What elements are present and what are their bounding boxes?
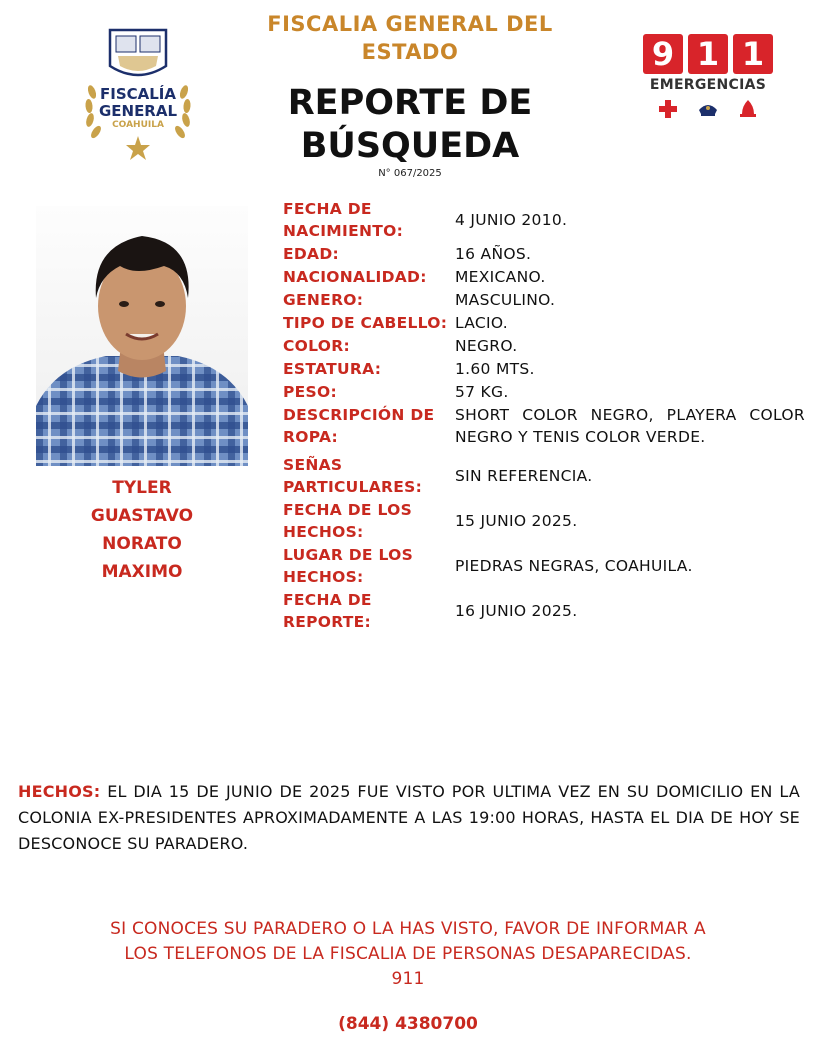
emergencias-label: EMERGENCIAS (649, 77, 767, 93)
fiscalia-coahuila-logo (78, 22, 198, 162)
cta-line-2: LOS TELEFONOS DE LA FISCALIA DE PERSONAS DESAPARECIDAS. (124, 944, 692, 964)
field-label: LUGAR DE LOS HECHOS: (283, 546, 414, 586)
field-row (283, 289, 805, 311)
field-row (283, 312, 805, 334)
field-label: FECHA DE NACIMIENTO: (283, 200, 404, 240)
field-label: SEÑAS PARTICULARES: (283, 456, 423, 496)
field-label: GENERO: (283, 291, 364, 309)
field-row (283, 544, 805, 588)
field-value: MEXICANO. (455, 268, 546, 286)
cta-line-1: SI CONOCES SU PARADERO O LA HAS VISTO, FAVOR DE INFORMAR A (110, 919, 706, 939)
hechos-paragraph (18, 779, 800, 857)
field-value: PIEDRAS NEGRAS, COAHUILA. (455, 557, 693, 575)
missing-person-photo (36, 206, 248, 466)
field-value: SIN REFERENCIA. (455, 467, 593, 485)
field-value: NEGRO. (455, 337, 518, 355)
medical-cross-icon (657, 98, 679, 120)
field-row (283, 335, 805, 357)
field-value: MASCULINO. (455, 291, 556, 309)
field-label: TIPO DE CABELLO: (283, 314, 448, 332)
field-value: 57 KG. (455, 383, 509, 401)
person-name (36, 474, 248, 586)
report-title (240, 82, 580, 168)
field-value: 16 JUNIO 2025. (455, 602, 578, 620)
name-line: MAXIMO (101, 562, 183, 582)
field-label: PESO: (283, 383, 337, 401)
field-row (283, 499, 805, 543)
field-label: COLOR: (283, 337, 350, 355)
field-label: DESCRIPCIÓN DE ROPA: (283, 406, 435, 446)
field-label: FECHA DE REPORTE: (283, 591, 372, 631)
field-value: 4 JUNIO 2010. (455, 211, 568, 229)
field-row (283, 589, 805, 633)
field-row (283, 404, 805, 448)
agency-line-2: ESTADO (361, 40, 459, 64)
name-line: GUASTAVO (90, 506, 194, 526)
person-details (283, 198, 805, 634)
name-line: TYLER (112, 478, 172, 498)
field-value: 16 AÑOS. (455, 245, 532, 263)
field-label: ESTATURA: (283, 360, 382, 378)
hechos-text: EL DIA 15 DE JUNIO DE 2025 FUE VISTO POR ULTIMA VEZ EN SU DOMICILIO EN LA COLONIA EX-PRESIDENTES APROXIMADAMENTE A LAS 19:00 HORAS, HASTA EL DIA DE HOY SE DESCONOCE SU PARADERO. (18, 782, 800, 853)
field-row (283, 243, 805, 265)
digit-9: 9 (643, 34, 683, 74)
logo-line-general: GENERAL (98, 102, 178, 120)
field-row (283, 198, 805, 242)
police-cap-icon (697, 98, 719, 120)
field-value: LACIO. (455, 314, 509, 332)
field-row (283, 381, 805, 403)
logo-line-fiscalia: FISCALÍA (100, 85, 176, 103)
emergencias-911-logo (640, 34, 776, 134)
field-row (283, 358, 805, 380)
field-label: EDAD: (283, 245, 340, 263)
digit-1a: 1 (688, 34, 728, 74)
field-row (283, 454, 805, 498)
call-to-action (20, 917, 796, 992)
cta-line-911: 911 (391, 969, 425, 989)
agency-line-1: FISCALIA GENERAL DEL (267, 12, 553, 36)
contact-phone: (844) 4380700 (338, 1014, 478, 1034)
field-value: 1.60 MTS. (455, 360, 535, 378)
agency-name (240, 10, 580, 66)
logo-line-coahuila: COAHUILA (112, 120, 164, 130)
hechos-label: HECHOS: (18, 782, 101, 801)
fire-bell-icon (737, 98, 759, 120)
field-value: 15 JUNIO 2025. (455, 512, 578, 530)
title-line-2: BÚSQUEDA (300, 126, 520, 166)
name-line: NORATO (102, 534, 182, 554)
field-label: NACIONALIDAD: (283, 268, 427, 286)
field-value: SHORT COLOR NEGRO, PLAYERA COLOR NEGRO Y TENIS COLOR VERDE. (455, 406, 805, 446)
report-folio: N° 067/2025 (378, 168, 442, 179)
field-row (283, 266, 805, 288)
digit-1b: 1 (733, 34, 773, 74)
field-label: FECHA DE LOS HECHOS: (283, 501, 413, 541)
title-line-1: REPORTE DE (287, 83, 533, 123)
